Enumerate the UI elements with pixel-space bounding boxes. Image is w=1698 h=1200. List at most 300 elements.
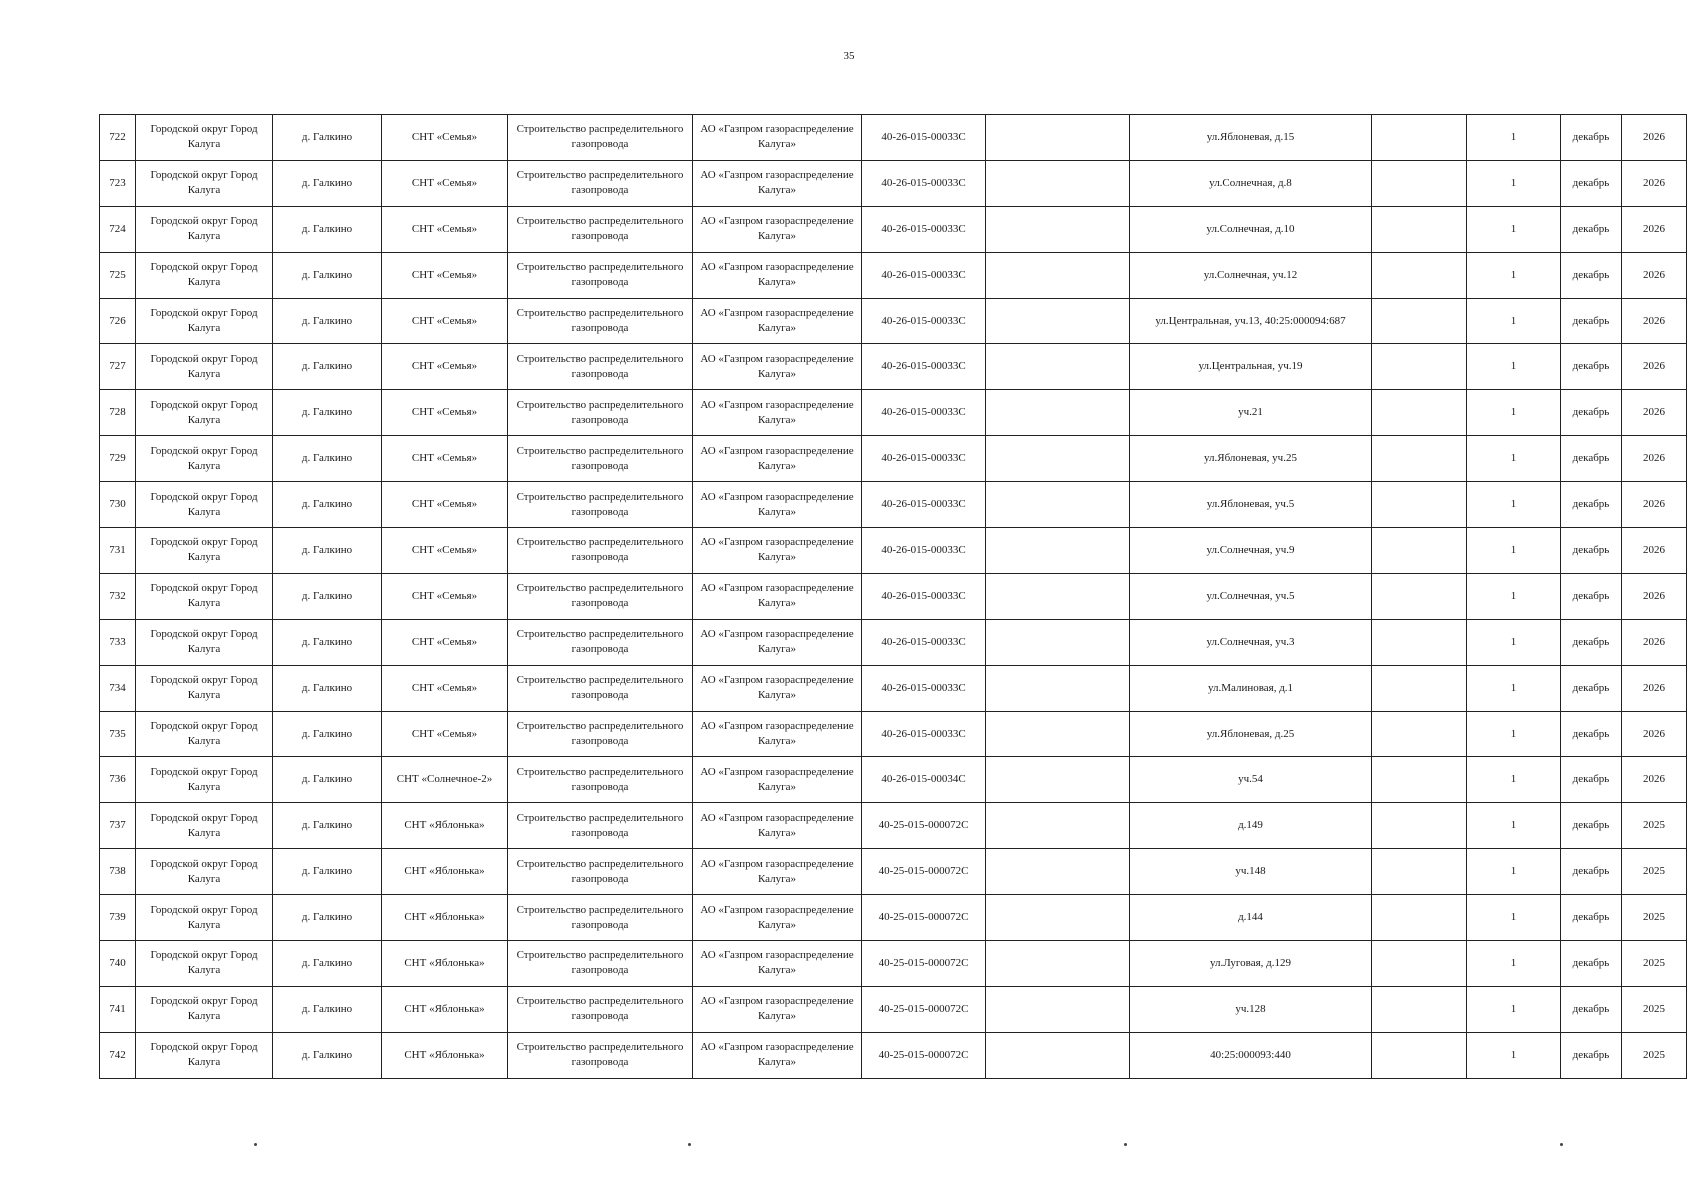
quantity-cell: 1 <box>1467 895 1561 941</box>
month-cell: декабрь <box>1561 298 1622 344</box>
address-cell: уч.148 <box>1130 849 1372 895</box>
quantity-cell: 1 <box>1467 528 1561 574</box>
month-cell: декабрь <box>1561 573 1622 619</box>
organization-cell: АО «Газпром газораспределение Калуга» <box>693 206 862 252</box>
organization-cell: АО «Газпром газораспределение Калуга» <box>693 619 862 665</box>
address-cell: ул.Солнечная, уч.5 <box>1130 573 1372 619</box>
project-code-cell: 40-26-015-00033С <box>862 482 986 528</box>
year-cell: 2025 <box>1622 849 1687 895</box>
year-cell: 2026 <box>1622 757 1687 803</box>
table-row <box>100 986 1687 1032</box>
district-cell: Городской округ Город Калуга <box>136 160 273 206</box>
row-number-cell: 729 <box>100 436 136 482</box>
organization-cell: АО «Газпром газораспределение Калуга» <box>693 436 862 482</box>
settlement-cell: д. Галкино <box>273 390 382 436</box>
work-type-cell: Строительство распределительного газопровода <box>508 895 693 941</box>
project-code-cell: 40-26-015-00033С <box>862 573 986 619</box>
project-code-cell: 40-26-015-00033С <box>862 115 986 161</box>
empty-cell <box>1372 160 1467 206</box>
snt-cell: СНТ «Семья» <box>382 252 508 298</box>
table-row <box>100 849 1687 895</box>
work-type-cell: Строительство распределительного газопровода <box>508 665 693 711</box>
address-cell: уч.54 <box>1130 757 1372 803</box>
district-cell: Городской округ Город Калуга <box>136 757 273 803</box>
quantity-cell: 1 <box>1467 573 1561 619</box>
district-cell: Городской округ Город Калуга <box>136 390 273 436</box>
year-cell: 2026 <box>1622 298 1687 344</box>
district-cell: Городской округ Город Калуга <box>136 895 273 941</box>
snt-cell: СНТ «Семья» <box>382 711 508 757</box>
organization-cell: АО «Газпром газораспределение Калуга» <box>693 344 862 390</box>
project-code-cell: 40-25-015-000072С <box>862 895 986 941</box>
table-row <box>100 298 1687 344</box>
snt-cell: СНТ «Семья» <box>382 160 508 206</box>
address-cell: ул.Яблоневая, уч.5 <box>1130 482 1372 528</box>
month-cell: декабрь <box>1561 986 1622 1032</box>
table-row <box>100 160 1687 206</box>
snt-cell: СНТ «Семья» <box>382 573 508 619</box>
empty-cell <box>986 298 1130 344</box>
month-cell: декабрь <box>1561 803 1622 849</box>
address-cell: ул.Центральная, уч.13, 40:25:000094:687 <box>1130 298 1372 344</box>
scan-mark <box>688 1143 691 1146</box>
table-row <box>100 1032 1687 1078</box>
table-row <box>100 573 1687 619</box>
table-row <box>100 895 1687 941</box>
page-number: 35 <box>843 50 855 62</box>
settlement-cell: д. Галкино <box>273 757 382 803</box>
row-number-cell: 742 <box>100 1032 136 1078</box>
district-cell: Городской округ Город Калуга <box>136 115 273 161</box>
snt-cell: СНТ «Солнечное-2» <box>382 757 508 803</box>
quantity-cell: 1 <box>1467 390 1561 436</box>
year-cell: 2025 <box>1622 895 1687 941</box>
snt-cell: СНТ «Яблонька» <box>382 849 508 895</box>
work-type-cell: Строительство распределительного газопровода <box>508 344 693 390</box>
snt-cell: СНТ «Семья» <box>382 298 508 344</box>
address-cell: ул.Яблоневая, уч.25 <box>1130 436 1372 482</box>
project-code-cell: 40-26-015-00033С <box>862 252 986 298</box>
quantity-cell: 1 <box>1467 941 1561 987</box>
district-cell: Городской округ Город Калуга <box>136 528 273 574</box>
row-number-cell: 735 <box>100 711 136 757</box>
row-number-cell: 738 <box>100 849 136 895</box>
empty-cell <box>1372 115 1467 161</box>
organization-cell: АО «Газпром газораспределение Калуга» <box>693 711 862 757</box>
project-code-cell: 40-25-015-000072С <box>862 986 986 1032</box>
organization-cell: АО «Газпром газораспределение Калуга» <box>693 573 862 619</box>
work-type-cell: Строительство распределительного газопровода <box>508 390 693 436</box>
project-code-cell: 40-26-015-00033С <box>862 160 986 206</box>
empty-cell <box>986 206 1130 252</box>
settlement-cell: д. Галкино <box>273 436 382 482</box>
organization-cell: АО «Газпром газораспределение Калуга» <box>693 528 862 574</box>
work-type-cell: Строительство распределительного газопровода <box>508 619 693 665</box>
organization-cell: АО «Газпром газораспределение Калуга» <box>693 757 862 803</box>
work-type-cell: Строительство распределительного газопровода <box>508 436 693 482</box>
snt-cell: СНТ «Семья» <box>382 115 508 161</box>
empty-cell <box>986 665 1130 711</box>
snt-cell: СНТ «Семья» <box>382 390 508 436</box>
empty-cell <box>986 619 1130 665</box>
quantity-cell: 1 <box>1467 115 1561 161</box>
project-code-cell: 40-26-015-00033С <box>862 436 986 482</box>
month-cell: декабрь <box>1561 252 1622 298</box>
work-type-cell: Строительство распределительного газопровода <box>508 573 693 619</box>
year-cell: 2026 <box>1622 206 1687 252</box>
organization-cell: АО «Газпром газораспределение Калуга» <box>693 160 862 206</box>
table-row <box>100 941 1687 987</box>
address-cell: ул.Малиновая, д.1 <box>1130 665 1372 711</box>
row-number-cell: 727 <box>100 344 136 390</box>
empty-cell <box>986 711 1130 757</box>
snt-cell: СНТ «Яблонька» <box>382 941 508 987</box>
month-cell: декабрь <box>1561 206 1622 252</box>
settlement-cell: д. Галкино <box>273 115 382 161</box>
organization-cell: АО «Газпром газораспределение Калуга» <box>693 298 862 344</box>
row-number-cell: 722 <box>100 115 136 161</box>
table-row <box>100 436 1687 482</box>
district-cell: Городской округ Город Калуга <box>136 573 273 619</box>
year-cell: 2025 <box>1622 1032 1687 1078</box>
month-cell: декабрь <box>1561 665 1622 711</box>
settlement-cell: д. Галкино <box>273 986 382 1032</box>
snt-cell: СНТ «Семья» <box>382 665 508 711</box>
row-number-cell: 734 <box>100 665 136 711</box>
empty-cell <box>986 803 1130 849</box>
empty-cell <box>986 160 1130 206</box>
empty-cell <box>986 573 1130 619</box>
table-row <box>100 803 1687 849</box>
quantity-cell: 1 <box>1467 482 1561 528</box>
settlement-cell: д. Галкино <box>273 803 382 849</box>
empty-cell <box>986 482 1130 528</box>
empty-cell <box>986 344 1130 390</box>
empty-cell <box>1372 941 1467 987</box>
settlement-cell: д. Галкино <box>273 482 382 528</box>
table-row <box>100 206 1687 252</box>
snt-cell: СНТ «Семья» <box>382 436 508 482</box>
work-type-cell: Строительство распределительного газопровода <box>508 986 693 1032</box>
project-code-cell: 40-26-015-00033С <box>862 298 986 344</box>
row-number-cell: 741 <box>100 986 136 1032</box>
snt-cell: СНТ «Семья» <box>382 528 508 574</box>
empty-cell <box>1372 665 1467 711</box>
work-type-cell: Строительство распределительного газопровода <box>508 482 693 528</box>
empty-cell <box>986 986 1130 1032</box>
settlement-cell: д. Галкино <box>273 528 382 574</box>
district-cell: Городской округ Город Калуга <box>136 252 273 298</box>
district-cell: Городской округ Город Калуга <box>136 619 273 665</box>
quantity-cell: 1 <box>1467 803 1561 849</box>
empty-cell <box>986 436 1130 482</box>
snt-cell: СНТ «Яблонька» <box>382 895 508 941</box>
address-cell: ул.Солнечная, уч.3 <box>1130 619 1372 665</box>
settlement-cell: д. Галкино <box>273 941 382 987</box>
work-type-cell: Строительство распределительного газопровода <box>508 298 693 344</box>
month-cell: декабрь <box>1561 895 1622 941</box>
row-number-cell: 733 <box>100 619 136 665</box>
empty-cell <box>1372 619 1467 665</box>
quantity-cell: 1 <box>1467 436 1561 482</box>
year-cell: 2026 <box>1622 115 1687 161</box>
row-number-cell: 740 <box>100 941 136 987</box>
month-cell: декабрь <box>1561 482 1622 528</box>
settlement-cell: д. Галкино <box>273 252 382 298</box>
snt-cell: СНТ «Семья» <box>382 206 508 252</box>
quantity-cell: 1 <box>1467 711 1561 757</box>
work-type-cell: Строительство распределительного газопровода <box>508 803 693 849</box>
district-cell: Городской округ Город Калуга <box>136 665 273 711</box>
address-cell: 40:25:000093:440 <box>1130 1032 1372 1078</box>
project-code-cell: 40-26-015-00033С <box>862 528 986 574</box>
settlement-cell: д. Галкино <box>273 711 382 757</box>
table-row <box>100 711 1687 757</box>
organization-cell: АО «Газпром газораспределение Калуга» <box>693 941 862 987</box>
address-cell: ул.Луговая, д.129 <box>1130 941 1372 987</box>
project-code-cell: 40-26-015-00033С <box>862 665 986 711</box>
row-number-cell: 723 <box>100 160 136 206</box>
empty-cell <box>986 895 1130 941</box>
row-number-cell: 728 <box>100 390 136 436</box>
month-cell: декабрь <box>1561 390 1622 436</box>
table-row <box>100 528 1687 574</box>
work-type-cell: Строительство распределительного газопровода <box>508 252 693 298</box>
quantity-cell: 1 <box>1467 206 1561 252</box>
address-cell: д.149 <box>1130 803 1372 849</box>
month-cell: декабрь <box>1561 115 1622 161</box>
settlement-cell: д. Галкино <box>273 895 382 941</box>
district-cell: Городской округ Город Калуга <box>136 849 273 895</box>
settlement-cell: д. Галкино <box>273 1032 382 1078</box>
project-code-cell: 40-26-015-00033С <box>862 619 986 665</box>
scan-mark <box>254 1143 257 1146</box>
year-cell: 2025 <box>1622 986 1687 1032</box>
organization-cell: АО «Газпром газораспределение Калуга» <box>693 803 862 849</box>
quantity-cell: 1 <box>1467 619 1561 665</box>
row-number-cell: 737 <box>100 803 136 849</box>
organization-cell: АО «Газпром газораспределение Калуга» <box>693 252 862 298</box>
month-cell: декабрь <box>1561 436 1622 482</box>
scan-mark <box>1124 1143 1127 1146</box>
year-cell: 2026 <box>1622 665 1687 711</box>
snt-cell: СНТ «Семья» <box>382 344 508 390</box>
project-code-cell: 40-26-015-00034С <box>862 757 986 803</box>
project-code-cell: 40-26-015-00033С <box>862 390 986 436</box>
project-code-cell: 40-26-015-00033С <box>862 344 986 390</box>
table-row <box>100 344 1687 390</box>
organization-cell: АО «Газпром газораспределение Калуга» <box>693 482 862 528</box>
row-number-cell: 736 <box>100 757 136 803</box>
quantity-cell: 1 <box>1467 665 1561 711</box>
year-cell: 2026 <box>1622 528 1687 574</box>
table-row <box>100 482 1687 528</box>
snt-cell: СНТ «Семья» <box>382 482 508 528</box>
year-cell: 2026 <box>1622 390 1687 436</box>
year-cell: 2026 <box>1622 482 1687 528</box>
scan-mark <box>1560 1143 1563 1146</box>
district-cell: Городской округ Город Калуга <box>136 1032 273 1078</box>
empty-cell <box>986 849 1130 895</box>
organization-cell: АО «Газпром газораспределение Калуга» <box>693 986 862 1032</box>
row-number-cell: 731 <box>100 528 136 574</box>
year-cell: 2026 <box>1622 619 1687 665</box>
empty-cell <box>1372 528 1467 574</box>
table-row <box>100 115 1687 161</box>
organization-cell: АО «Газпром газораспределение Калуга» <box>693 849 862 895</box>
snt-cell: СНТ «Яблонька» <box>382 1032 508 1078</box>
empty-cell <box>1372 344 1467 390</box>
address-cell: ул.Солнечная, д.10 <box>1130 206 1372 252</box>
address-cell: ул.Яблоневая, д.25 <box>1130 711 1372 757</box>
work-type-cell: Строительство распределительного газопровода <box>508 711 693 757</box>
organization-cell: АО «Газпром газораспределение Калуга» <box>693 895 862 941</box>
empty-cell <box>1372 803 1467 849</box>
quantity-cell: 1 <box>1467 160 1561 206</box>
empty-cell <box>986 941 1130 987</box>
quantity-cell: 1 <box>1467 298 1561 344</box>
snt-cell: СНТ «Семья» <box>382 619 508 665</box>
empty-cell <box>1372 986 1467 1032</box>
district-cell: Городской округ Город Калуга <box>136 298 273 344</box>
table-row <box>100 619 1687 665</box>
month-cell: декабрь <box>1561 941 1622 987</box>
empty-cell <box>1372 711 1467 757</box>
empty-cell <box>1372 298 1467 344</box>
address-cell: ул.Солнечная, уч.12 <box>1130 252 1372 298</box>
snt-cell: СНТ «Яблонька» <box>382 986 508 1032</box>
empty-cell <box>1372 849 1467 895</box>
empty-cell <box>1372 482 1467 528</box>
year-cell: 2025 <box>1622 803 1687 849</box>
settlement-cell: д. Галкино <box>273 344 382 390</box>
district-cell: Городской округ Город Калуга <box>136 986 273 1032</box>
empty-cell <box>1372 895 1467 941</box>
row-number-cell: 725 <box>100 252 136 298</box>
project-code-cell: 40-25-015-000072С <box>862 803 986 849</box>
year-cell: 2025 <box>1622 941 1687 987</box>
table-row <box>100 665 1687 711</box>
row-number-cell: 739 <box>100 895 136 941</box>
settlement-cell: д. Галкино <box>273 206 382 252</box>
district-cell: Городской округ Город Калуга <box>136 206 273 252</box>
year-cell: 2026 <box>1622 573 1687 619</box>
empty-cell <box>1372 757 1467 803</box>
table-row <box>100 757 1687 803</box>
work-type-cell: Строительство распределительного газопровода <box>508 115 693 161</box>
settlement-cell: д. Галкино <box>273 849 382 895</box>
empty-cell <box>1372 390 1467 436</box>
organization-cell: АО «Газпром газораспределение Калуга» <box>693 115 862 161</box>
year-cell: 2026 <box>1622 711 1687 757</box>
project-code-cell: 40-26-015-00033С <box>862 711 986 757</box>
month-cell: декабрь <box>1561 757 1622 803</box>
month-cell: декабрь <box>1561 1032 1622 1078</box>
address-cell: ул.Солнечная, д.8 <box>1130 160 1372 206</box>
settlement-cell: д. Галкино <box>273 619 382 665</box>
work-type-cell: Строительство распределительного газопровода <box>508 206 693 252</box>
month-cell: декабрь <box>1561 849 1622 895</box>
empty-cell <box>986 252 1130 298</box>
row-number-cell: 724 <box>100 206 136 252</box>
row-number-cell: 726 <box>100 298 136 344</box>
address-cell: д.144 <box>1130 895 1372 941</box>
quantity-cell: 1 <box>1467 986 1561 1032</box>
settlement-cell: д. Галкино <box>273 160 382 206</box>
project-code-cell: 40-26-015-00033С <box>862 206 986 252</box>
year-cell: 2026 <box>1622 436 1687 482</box>
work-type-cell: Строительство распределительного газопровода <box>508 757 693 803</box>
row-number-cell: 732 <box>100 573 136 619</box>
empty-cell <box>986 757 1130 803</box>
district-cell: Городской округ Город Калуга <box>136 436 273 482</box>
empty-cell <box>1372 573 1467 619</box>
empty-cell <box>1372 436 1467 482</box>
empty-cell <box>986 390 1130 436</box>
district-cell: Городской округ Город Калуга <box>136 711 273 757</box>
settlement-cell: д. Галкино <box>273 298 382 344</box>
empty-cell <box>986 115 1130 161</box>
month-cell: декабрь <box>1561 619 1622 665</box>
address-cell: ул.Солнечная, уч.9 <box>1130 528 1372 574</box>
settlement-cell: д. Галкино <box>273 665 382 711</box>
empty-cell <box>986 1032 1130 1078</box>
quantity-cell: 1 <box>1467 849 1561 895</box>
table-row <box>100 390 1687 436</box>
table-row <box>100 252 1687 298</box>
year-cell: 2026 <box>1622 344 1687 390</box>
district-cell: Городской округ Город Калуга <box>136 482 273 528</box>
empty-cell <box>986 528 1130 574</box>
district-cell: Городской округ Город Калуга <box>136 344 273 390</box>
empty-cell <box>1372 1032 1467 1078</box>
quantity-cell: 1 <box>1467 252 1561 298</box>
work-type-cell: Строительство распределительного газопровода <box>508 528 693 574</box>
quantity-cell: 1 <box>1467 757 1561 803</box>
work-type-cell: Строительство распределительного газопровода <box>508 941 693 987</box>
work-type-cell: Строительство распределительного газопровода <box>508 160 693 206</box>
organization-cell: АО «Газпром газораспределение Калуга» <box>693 665 862 711</box>
district-cell: Городской округ Город Калуга <box>136 941 273 987</box>
row-number-cell: 730 <box>100 482 136 528</box>
quantity-cell: 1 <box>1467 1032 1561 1078</box>
address-cell: ул.Яблоневая, д.15 <box>1130 115 1372 161</box>
organization-cell: АО «Газпром газораспределение Калуга» <box>693 1032 862 1078</box>
snt-cell: СНТ «Яблонька» <box>382 803 508 849</box>
project-code-cell: 40-25-015-000072С <box>862 941 986 987</box>
month-cell: декабрь <box>1561 528 1622 574</box>
address-cell: уч.21 <box>1130 390 1372 436</box>
quantity-cell: 1 <box>1467 344 1561 390</box>
organization-cell: АО «Газпром газораспределение Калуга» <box>693 390 862 436</box>
table-body <box>100 115 1687 1079</box>
year-cell: 2026 <box>1622 160 1687 206</box>
month-cell: декабрь <box>1561 711 1622 757</box>
project-code-cell: 40-25-015-000072С <box>862 1032 986 1078</box>
empty-cell <box>1372 252 1467 298</box>
address-cell: ул.Центральная, уч.19 <box>1130 344 1372 390</box>
project-code-cell: 40-25-015-000072С <box>862 849 986 895</box>
year-cell: 2026 <box>1622 252 1687 298</box>
empty-cell <box>1372 206 1467 252</box>
gasification-table <box>99 114 1687 1079</box>
month-cell: декабрь <box>1561 160 1622 206</box>
work-type-cell: Строительство распределительного газопровода <box>508 1032 693 1078</box>
address-cell: уч.128 <box>1130 986 1372 1032</box>
work-type-cell: Строительство распределительного газопровода <box>508 849 693 895</box>
settlement-cell: д. Галкино <box>273 573 382 619</box>
month-cell: декабрь <box>1561 344 1622 390</box>
